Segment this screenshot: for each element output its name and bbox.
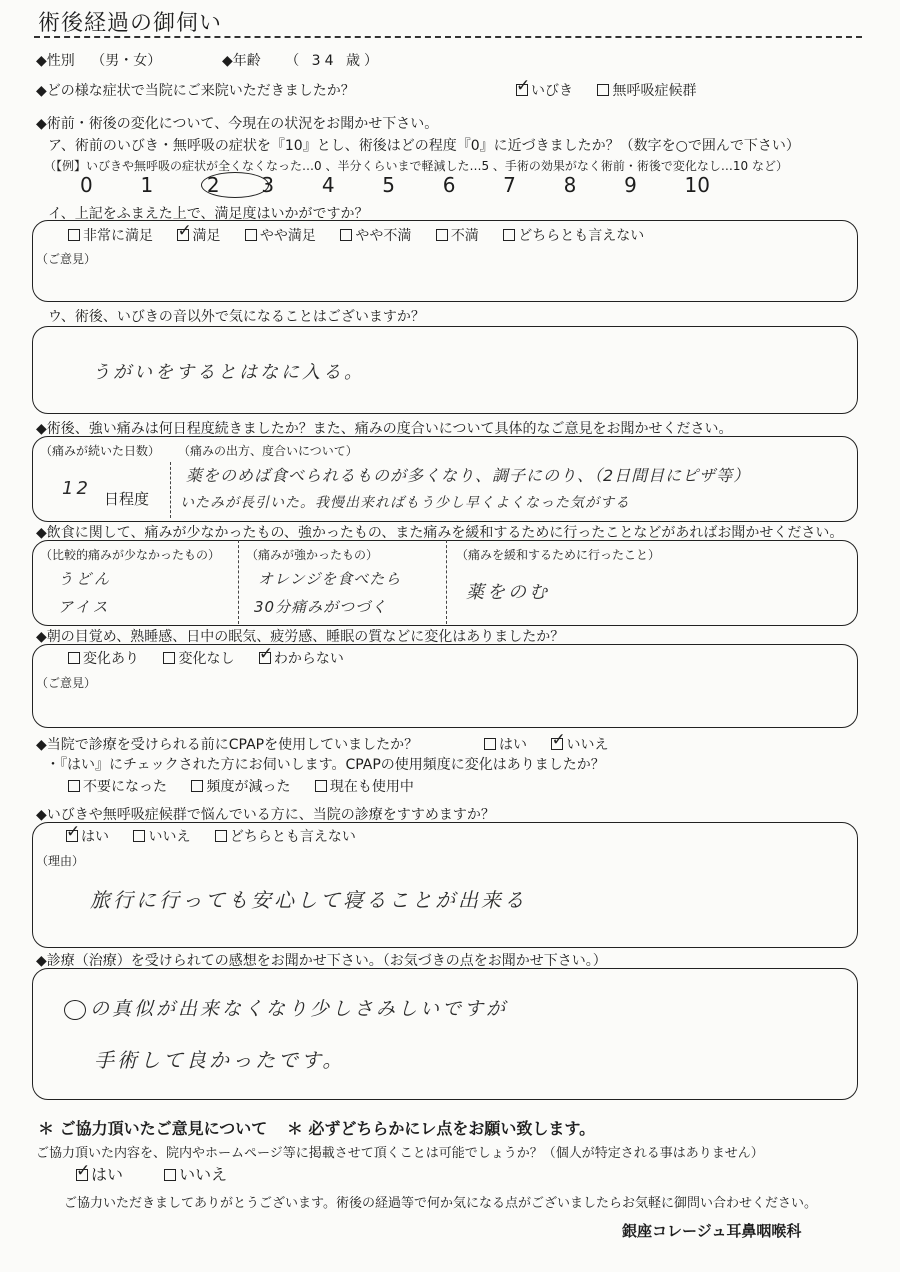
option-label: 満足 bbox=[192, 228, 221, 244]
impression-line1-row bbox=[64, 994, 508, 1021]
food-more-label: （痛みが強かったもの） bbox=[246, 548, 379, 562]
recommend-option[interactable] bbox=[133, 829, 190, 845]
food-less-label: （比較的痛みが少なかったもの） bbox=[40, 548, 221, 562]
option-label: 不要になった bbox=[83, 779, 167, 795]
closing-text: ご協力いただきましてありがとうございます。術後の経過等で何か気になる点がございましたらお気軽に御問い合わせください。 bbox=[64, 1196, 817, 1211]
scale-10[interactable]: 10 bbox=[684, 173, 710, 197]
cpap-option-yes[interactable] bbox=[484, 737, 527, 753]
sex-value[interactable]: （男・女） bbox=[91, 53, 162, 69]
cpap-sub-option[interactable] bbox=[191, 779, 290, 795]
food-divider-1 bbox=[238, 540, 239, 624]
option-label: 不満 bbox=[450, 228, 479, 244]
pain-days-label: （痛みが続いた日数） bbox=[40, 444, 161, 458]
pain-days-value[interactable]: 12 bbox=[62, 478, 91, 499]
checkbox[interactable] bbox=[340, 229, 352, 241]
scale-5[interactable]: 5 bbox=[382, 173, 395, 197]
checkbox[interactable] bbox=[436, 229, 448, 241]
recommend-reason-label: （理由） bbox=[36, 854, 85, 868]
sleep-options bbox=[68, 648, 364, 668]
food-heading: ◆飲食に関して、痛みが少なかったもの、強かったもの、また痛みを緩和するために行ったことなどがあればお聞かせください。 bbox=[36, 525, 844, 541]
checkbox-checked[interactable] bbox=[259, 652, 271, 664]
checkbox-checked[interactable] bbox=[516, 84, 528, 96]
sleep-comment-label: （ご意見） bbox=[36, 676, 97, 690]
recommend-options bbox=[66, 826, 376, 846]
satisfaction-heading: イ、上記をふまえた上で、満足度はいかがですか？ bbox=[48, 206, 369, 222]
option-label: 変化なし bbox=[178, 651, 235, 667]
recommend-heading: ◆いびきや無呼吸症候群で悩んでいる方に、当院の診療をすすめますか？ bbox=[36, 807, 495, 823]
consent-option-yes[interactable] bbox=[76, 1165, 123, 1184]
checkbox[interactable] bbox=[215, 830, 227, 842]
checkbox[interactable] bbox=[68, 652, 80, 664]
checkbox-checked[interactable] bbox=[76, 1169, 88, 1181]
checkbox[interactable] bbox=[484, 738, 496, 750]
cpap-sub-option[interactable] bbox=[315, 779, 414, 795]
pain-degree-label: （痛みの出方、度合いについて） bbox=[178, 444, 358, 458]
sleep-option[interactable] bbox=[163, 651, 234, 667]
sex-label: ◆性別 bbox=[36, 53, 75, 69]
option-label: いびき bbox=[531, 83, 573, 99]
scale-2-selected[interactable] bbox=[201, 172, 257, 198]
change-example: （【例】いびきや無呼吸の症状が全くなくなった…0 、半分くらいまで軽減した…5 、手術の効果がなく術前・術後で変化なし…10 など） bbox=[44, 159, 788, 173]
pig-icon bbox=[64, 1000, 86, 1020]
satisfaction-option[interactable] bbox=[68, 228, 153, 244]
consent-question: ご協力頂いた内容を、院内やホームページ等に掲載させて頂くことは可能でしょうか？（個人が特定される事はありません） bbox=[36, 1146, 764, 1161]
option-label: 現在も使用中 bbox=[329, 779, 414, 795]
symptom-option-snoring[interactable] bbox=[516, 83, 573, 99]
recommend-reason[interactable]: 旅行に行っても安心して寝ることが出来る bbox=[90, 888, 527, 912]
satisfaction-comment-label: （ご意見） bbox=[36, 252, 97, 266]
change-a-heading: ア、術前のいびき・無呼吸の症状を『10』とし、術後はどの程度『0』に近づきましたか？（数字を○で囲んで下さい） bbox=[48, 138, 800, 154]
checkbox[interactable] bbox=[163, 652, 175, 664]
pain-degree-line1[interactable]: 薬をのめば食べられるものが多くなり、調子にのり、（2日間目にピザ等） bbox=[186, 466, 751, 485]
option-label: はい bbox=[81, 829, 109, 845]
satisfaction-option-selected[interactable] bbox=[177, 228, 220, 244]
sex-row bbox=[36, 50, 161, 70]
option-label: やや不満 bbox=[355, 228, 412, 244]
scale-selected-circle: 2 bbox=[201, 172, 269, 198]
option-label: 非常に満足 bbox=[83, 228, 153, 244]
checkbox-checked[interactable] bbox=[66, 830, 78, 842]
scale-0[interactable]: 0 bbox=[80, 173, 93, 197]
option-label: いいえ bbox=[179, 1165, 228, 1184]
checkbox-checked[interactable] bbox=[551, 738, 563, 750]
divider bbox=[34, 36, 862, 38]
consent-option-no[interactable] bbox=[164, 1165, 227, 1184]
option-label: 無呼吸症候群 bbox=[612, 83, 697, 99]
scale-9[interactable]: 9 bbox=[624, 173, 637, 197]
option-label: 変化あり bbox=[83, 651, 139, 667]
scale-3[interactable]: 3 bbox=[261, 173, 275, 197]
satisfaction-option[interactable] bbox=[340, 228, 411, 244]
checkbox[interactable] bbox=[315, 780, 327, 792]
checkbox[interactable] bbox=[191, 780, 203, 792]
age-value[interactable]: （ 34 歳） bbox=[285, 53, 382, 69]
scale-7[interactable]: 7 bbox=[503, 173, 516, 197]
page-title: 術後経過の御伺い bbox=[38, 11, 223, 36]
age-row bbox=[222, 50, 382, 70]
checkbox[interactable] bbox=[68, 229, 80, 241]
satisfaction-options bbox=[68, 225, 664, 245]
food-more-1[interactable]: オレンジを食べたら bbox=[258, 570, 402, 588]
checkbox-checked[interactable] bbox=[177, 229, 189, 241]
pain-divider bbox=[170, 462, 171, 518]
checkbox[interactable] bbox=[68, 780, 80, 792]
scale-4[interactable]: 4 bbox=[321, 173, 335, 197]
satisfaction-option[interactable] bbox=[503, 228, 644, 244]
pain-days-unit: 日程度 bbox=[104, 490, 150, 508]
food-more-2[interactable]: 30分痛みがつづく bbox=[254, 598, 388, 616]
cpap-sub-option[interactable] bbox=[68, 779, 167, 795]
option-label: はい bbox=[91, 1165, 124, 1184]
checkbox[interactable] bbox=[597, 84, 609, 96]
scale-row bbox=[80, 172, 741, 198]
option-label: はい bbox=[499, 737, 527, 753]
option-label: どちらとも言えない bbox=[518, 228, 645, 244]
pain-heading: ◆術後、強い痛みは何日程度続きましたか？また、痛みの度合いについて具体的なご意見をお聞かせください。 bbox=[36, 421, 733, 437]
sleep-option-selected[interactable] bbox=[259, 651, 344, 667]
recommend-option[interactable] bbox=[215, 829, 356, 845]
sleep-heading: ◆朝の目覚め、熟睡感、日中の眠気、疲労感、睡眠の質などに変化はありましたか？ bbox=[36, 629, 565, 645]
checkbox[interactable] bbox=[133, 830, 145, 842]
scale-8[interactable]: 8 bbox=[563, 173, 577, 197]
cpap-options bbox=[484, 734, 628, 754]
option-label: いいえ bbox=[148, 829, 191, 845]
food-less-2[interactable]: アイス bbox=[58, 598, 111, 616]
consent-heading-1: ＊ ご協力頂いたご意見について bbox=[38, 1119, 268, 1138]
recommend-option-selected[interactable] bbox=[66, 829, 109, 845]
satisfaction-option[interactable] bbox=[245, 228, 316, 244]
option-label: 頻度が減った bbox=[206, 779, 291, 795]
scale-6[interactable]: 6 bbox=[442, 173, 456, 197]
change-heading: ◆術前・術後の変化について、今現在の状況をお聞かせ下さい。 bbox=[36, 116, 439, 132]
option-label: わからない bbox=[273, 651, 344, 667]
food-relief-label: （痛みを緩和するために行ったこと） bbox=[456, 548, 661, 562]
option-label: やや満足 bbox=[259, 228, 316, 244]
consent-heading-row bbox=[38, 1116, 595, 1139]
age-label: ◆年齢 bbox=[222, 53, 261, 69]
food-less-1[interactable]: うどん bbox=[58, 570, 113, 588]
impression-line2[interactable]: 手術して良かったです。 bbox=[94, 1048, 346, 1072]
checkbox[interactable] bbox=[164, 1169, 176, 1181]
pain-degree-line2[interactable]: いたみが長引いた。我慢出来ればもう少し早くよくなった気がする bbox=[180, 495, 630, 511]
consent-heading-2: ＊ 必ずどちらかにレ点をお願い致します。 bbox=[286, 1119, 596, 1138]
impression-heading: ◆診療（治療）を受けられての感想をお聞かせ下さい。（お気づきの点をお聞かせ下さい。） bbox=[36, 953, 607, 969]
option-label: いいえ bbox=[566, 737, 609, 753]
cpap-option-no[interactable] bbox=[551, 737, 608, 753]
checkbox[interactable] bbox=[503, 229, 515, 241]
consent-options bbox=[76, 1162, 247, 1185]
option-label: どちらとも言えない bbox=[229, 829, 356, 845]
scale-1[interactable]: 1 bbox=[140, 173, 154, 197]
symptom-question: ◆どの様な症状で当院にご来院いただきましたか？ bbox=[36, 83, 355, 99]
other-heading: ウ、術後、いびきの音以外で気になることはございますか？ bbox=[48, 309, 425, 325]
other-answer[interactable]: うがいをするとはなに入る。 bbox=[92, 362, 365, 383]
clinic-name: 銀座コレージュ耳鼻咽喉科 bbox=[622, 1222, 802, 1240]
food-relief-1[interactable]: 薬をのむ bbox=[466, 582, 550, 603]
impression-line1[interactable]: の真似が出来なくなり少しさみしいですが bbox=[90, 998, 509, 1020]
food-divider-2 bbox=[446, 540, 447, 624]
cpap-sub-options bbox=[68, 776, 434, 796]
checkbox[interactable] bbox=[245, 229, 257, 241]
symptom-options bbox=[516, 80, 716, 100]
satisfaction-option[interactable] bbox=[436, 228, 479, 244]
cpap-sub-heading: ・『はい』にチェックされた方にお伺いします。CPAPの使用頻度に変化はありましたか？ bbox=[46, 757, 605, 773]
symptom-option-apnea[interactable] bbox=[597, 83, 696, 99]
cpap-heading: ◆当院で診療を受けられる前にCPAPを使用していましたか？ bbox=[36, 737, 419, 753]
impression-box bbox=[32, 968, 858, 1100]
sleep-option[interactable] bbox=[68, 651, 139, 667]
